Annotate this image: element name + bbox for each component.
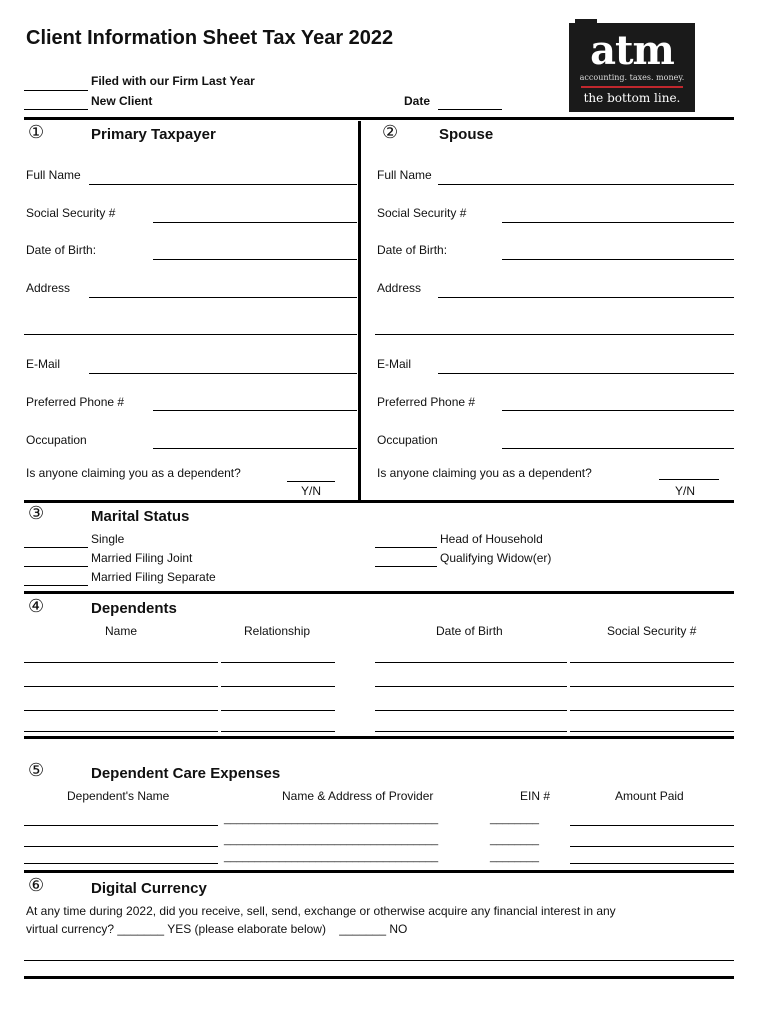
dep-col-ssn: Social Security # — [607, 624, 697, 638]
s2-full-name-label: Full Name — [377, 168, 432, 182]
care-row-3-amount[interactable] — [570, 863, 734, 864]
section6-number: ⑥ — [28, 875, 45, 895]
section6-title: Digital Currency — [91, 880, 207, 897]
married-joint-label: Married Filing Joint — [91, 551, 193, 565]
dependent-row-1-field-4[interactable] — [570, 662, 734, 663]
care-row-3-ein-blank[interactable]: ________ — [490, 851, 539, 863]
dep-col-name: Name — [105, 624, 138, 638]
care-row-2-dependent[interactable] — [24, 846, 218, 847]
s2-phone-label: Preferred Phone # — [377, 395, 476, 409]
section3-title: Marital Status — [91, 508, 190, 525]
widow-blank[interactable] — [375, 566, 437, 567]
care-row-1-dependent[interactable] — [24, 825, 218, 826]
care-row-2-amount[interactable] — [570, 846, 734, 847]
s1-address-label: Address — [26, 281, 71, 295]
digital-currency-line2[interactable]: virtual currency? _______ YES (please elaborate below) _______ NO — [26, 922, 408, 936]
section3-number: ③ — [28, 503, 45, 523]
digital-currency-line1: At any time during 2022, did you receive, sell, send, exchange or otherwise acquire any financial interest in any — [26, 904, 616, 918]
dependent-row-3-field-4[interactable] — [570, 710, 734, 711]
section5-title: Dependent Care Expenses — [91, 765, 281, 782]
s1-address-line2[interactable] — [24, 334, 357, 335]
s1-ssn-field[interactable] — [153, 222, 357, 223]
care-row-3-provider-blank[interactable]: ___________________________________ — [224, 851, 439, 863]
care-row-3-dependent[interactable] — [24, 863, 218, 864]
single-blank[interactable] — [24, 547, 88, 548]
care-col-ein: EIN # — [520, 789, 551, 803]
logo-tagline: accounting. taxes. money. — [579, 73, 685, 82]
filed-last-year-blank[interactable] — [24, 90, 88, 91]
s2-dependent-question: Is anyone claiming you as a dependent? — [377, 466, 592, 480]
s2-address-field[interactable] — [438, 297, 734, 298]
section5-number: ⑤ — [28, 760, 45, 780]
s2-address-label: Address — [377, 281, 422, 295]
dependent-row-3-field-3[interactable] — [375, 710, 567, 711]
s1-address-field[interactable] — [89, 297, 357, 298]
s2-dependent-yn-field[interactable] — [659, 479, 719, 480]
new-client-blank[interactable] — [24, 109, 88, 110]
care-col-amount: Amount Paid — [615, 789, 684, 803]
s1-dob-label: Date of Birth: — [26, 243, 97, 257]
section1-title: Primary Taxpayer — [91, 126, 216, 143]
s1-dob-field[interactable] — [153, 259, 357, 260]
dependent-row-4-field-2[interactable] — [221, 731, 335, 732]
care-row-2-ein-blank[interactable]: ________ — [490, 834, 539, 846]
s1-full-name-label: Full Name — [26, 168, 81, 182]
s2-ssn-label: Social Security # — [377, 206, 467, 220]
filed-last-year-label: Filed with our Firm Last Year — [91, 74, 255, 88]
digital-currency-elaborate-line[interactable] — [24, 960, 734, 961]
dependent-row-1-field-2[interactable] — [221, 662, 335, 663]
s2-occupation-field[interactable] — [502, 448, 734, 449]
dep-col-relationship: Relationship — [244, 624, 311, 638]
dependent-row-2-field-1[interactable] — [24, 686, 218, 687]
head-household-blank[interactable] — [375, 547, 437, 548]
section4-title: Dependents — [91, 600, 177, 617]
divider-bottom — [24, 976, 734, 979]
s1-email-label: E-Mail — [26, 357, 61, 371]
married-separate-blank[interactable] — [24, 585, 88, 586]
dependent-row-4-field-1[interactable] — [24, 731, 218, 732]
dependent-row-4-field-3[interactable] — [375, 731, 567, 732]
divider-3 — [24, 736, 734, 739]
s2-occupation-label: Occupation — [377, 433, 438, 447]
s1-yn-label: Y/N — [301, 484, 322, 498]
dependent-row-2-field-3[interactable] — [375, 686, 567, 687]
s2-email-field[interactable] — [438, 373, 734, 374]
divider-2 — [24, 591, 734, 594]
section4-number: ④ — [28, 596, 45, 616]
s2-yn-label: Y/N — [675, 484, 696, 498]
s1-dependent-yn-field[interactable] — [287, 481, 335, 482]
s1-occupation-label: Occupation — [26, 433, 87, 447]
head-household-label: Head of Household — [440, 532, 543, 546]
care-row-1-provider-blank[interactable]: ___________________________________ — [224, 813, 439, 825]
care-row-1-amount[interactable] — [570, 825, 734, 826]
divider-1 — [24, 500, 734, 503]
s1-phone-field[interactable] — [153, 410, 357, 411]
s2-dob-field[interactable] — [502, 259, 734, 260]
dependent-row-1-field-1[interactable] — [24, 662, 218, 663]
dependent-row-1-field-3[interactable] — [375, 662, 567, 663]
divider-top — [24, 117, 734, 120]
care-row-1-ein-blank[interactable]: ________ — [490, 813, 539, 825]
s1-phone-label: Preferred Phone # — [26, 395, 125, 409]
s2-address-line2[interactable] — [375, 334, 734, 335]
care-row-2-provider-blank[interactable]: ___________________________________ — [224, 834, 439, 846]
page-title: Client Information Sheet Tax Year 2022 — [26, 27, 394, 49]
married-joint-blank[interactable] — [24, 566, 88, 567]
s1-ssn-label: Social Security # — [26, 206, 116, 220]
date-label: Date — [404, 94, 431, 108]
column-divider — [358, 121, 361, 503]
s2-email-label: E-Mail — [377, 357, 412, 371]
care-col-dependent: Dependent's Name — [67, 789, 170, 803]
s1-dependent-question: Is anyone claiming you as a dependent? — [26, 466, 241, 480]
s2-phone-field[interactable] — [502, 410, 734, 411]
dependent-row-2-field-2[interactable] — [221, 686, 335, 687]
section2-number: ② — [382, 122, 399, 142]
logo-brand: atm — [590, 27, 674, 74]
single-label: Single — [91, 532, 125, 546]
dependent-row-2-field-4[interactable] — [570, 686, 734, 687]
section1-number: ① — [28, 122, 45, 142]
s2-ssn-field[interactable] — [502, 222, 734, 223]
s2-dob-label: Date of Birth: — [377, 243, 448, 257]
new-client-label: New Client — [91, 94, 153, 108]
care-col-provider: Name & Address of Provider — [282, 789, 434, 803]
dep-col-dob: Date of Birth — [436, 624, 503, 638]
date-blank[interactable] — [438, 109, 502, 110]
divider-4 — [24, 870, 734, 873]
widow-label: Qualifying Widow(er) — [440, 551, 552, 565]
s1-occupation-field[interactable] — [153, 448, 357, 449]
logo-slogan: the bottom line. — [583, 91, 681, 105]
s1-email-field[interactable] — [89, 373, 357, 374]
s2-full-name-field[interactable] — [438, 184, 734, 185]
dependent-row-3-field-1[interactable] — [24, 710, 218, 711]
dependent-row-4-field-4[interactable] — [570, 731, 734, 732]
married-separate-label: Married Filing Separate — [91, 570, 216, 584]
atm-logo — [569, 23, 695, 112]
dependent-row-3-field-2[interactable] — [221, 710, 335, 711]
section2-title: Spouse — [439, 126, 494, 143]
s1-full-name-field[interactable] — [89, 184, 357, 185]
